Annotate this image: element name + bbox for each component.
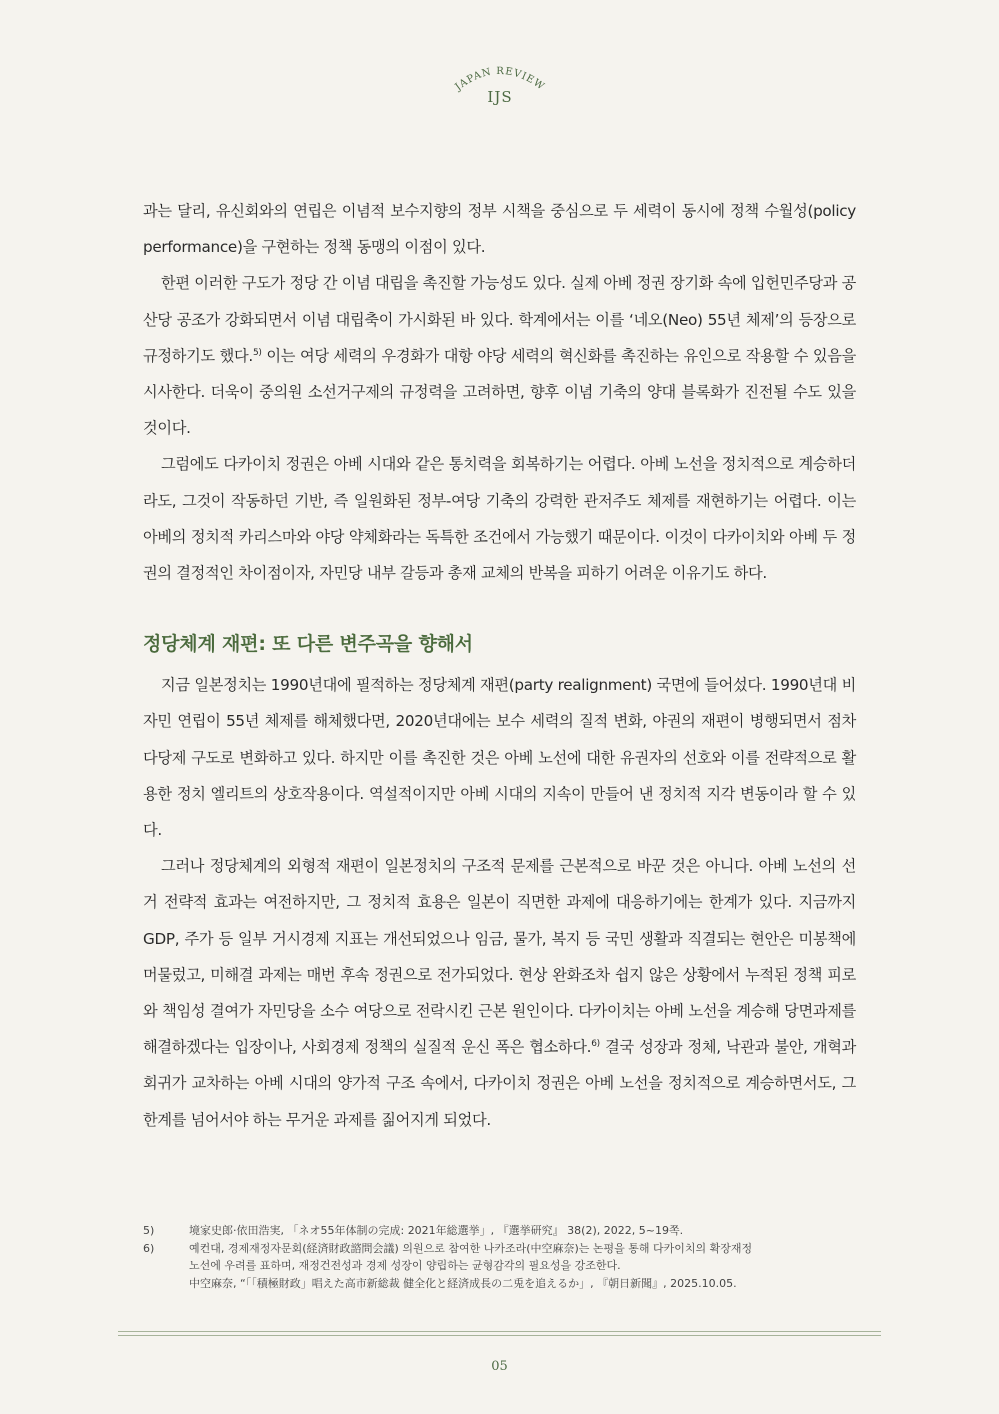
footnote-text (189, 1240, 873, 1293)
paragraph (143, 848, 856, 1138)
footer-rule-bottom (118, 1335, 881, 1336)
paragraph: 그럼에도 다카이치 정권은 아베 시대와 같은 통치력을 회복하기는 어렵다. 아베 노선을 정치적으로 계승하더라도, 그것이 작동하던 기반, 즉 일원화된 정부-여당 기축의 강력한 관저주도 체제를 재현하기는 어렵다. 이는 아베의 정치적 카리스마와 야당 약체화라는 독특한 조건에서 가능했기 때문이다. 이것이 다카이치와 아베 두 정권의 결정적인 차이점이자, 자민당 내부 갈등과 총재 교체의 반복을 피하기 어려운 이유기도 하다. (143, 455, 856, 583)
footnotes (143, 1222, 873, 1292)
paragraph-text: 그러나 정당체계의 외형적 재편이 일본정치의 구조적 문제를 근본적으로 바꾼 것은 아니다. 아베 노선의 선거 전략적 효과는 여전하지만, 그 정치적 효용은 일본이 직면한 과제에 대응하기에는 한계가 있다. 지금까지 GDP, 주가 등 일부 거시경제 지표는 개선되었으나 임금, 물가, 복지 등 국민 생활과 직결되는 현안은 미봉책에 머물렀고, 미해결 과제는 매번 후속 정권으로 전가되었다. 현상 완화조차 쉽지 않은 상황에서 누적된 정책 피로와 책임성 결여가 자민당을 소수 여당으로 전락시킨 근본 원인이다. 다카이치는 아베 노선을 계승해 당면과제를 해결하겠다는 입장이나, 사회경제 정책의 실질적 운신 폭은 협소하다. (143, 857, 856, 1057)
footnote-number: 5) (143, 1224, 155, 1237)
footnote-line: 境家史郎·依田浩実, 「ネオ55年体制の完成: 2021年総選挙」, 『選挙研究』 38(2), 2022, 5~19쪽. (189, 1224, 684, 1237)
footnote-line: 노선에 우려를 표하며, 재정건전성과 경제 성장이 양립하는 균형감각의 필요성을 강조한다. (189, 1259, 621, 1272)
footnote-line: 中空麻奈, “「「積極財政」唱えた高市新総裁 健全化と経済成長の二兎を追えるか」, 『朝日新聞』, 2025.10.05. (189, 1276, 737, 1290)
footnote-ref-5[interactable]: 5) (252, 347, 262, 358)
paragraph-text: 이는 여당 세력의 우경화가 대항 야당 세력의 혁신화를 촉진하는 유인으로 작용할 수 있음을 시사한다. 더욱이 중의원 소선거구제의 규정력을 고려하면, 향후 이념 기축의 양대 블록화가 진전될 수도 있을 것이다. (143, 346, 857, 438)
footnote-line: 예컨대, 경제재정자문회(経済財政諮問会議) 의원으로 참여한 나카조라(中空麻奈)는 논평을 통해 다카이치의 확장재정 (189, 1241, 753, 1255)
page-number: 05 (491, 1359, 508, 1374)
section-title: 정당체계 재편: 또 다른 변주곡을 향해서 (143, 633, 473, 656)
logo-ijs: IJS (487, 88, 513, 106)
paragraph (143, 265, 856, 446)
logo-arc-text: JAPAN REVIEW (453, 65, 547, 93)
article-body (143, 193, 856, 1138)
paragraph: 지금 일본정치는 1990년대에 필적하는 정당체계 재편(party realignment) 국면에 들어섰다. 1990년대 비자민 연립이 55년 체제를 해체했다면, 2020년대에는 보수 세력의 질적 변화, 야권의 재편이 병행되면서 점차 다당제 구도로 변화하고 있다. 하지만 이를 촉진한 것은 아베 노선에 대한 유권자의 선호와 이를 전략적으로 활용한 정치 엘리트의 상호작용이다. 역설적이지만 아베 시대의 지속이 만들어 낸 정치적 지각 변동이라 할 수 있다. (143, 676, 856, 840)
footnote-5 (143, 1222, 873, 1240)
footnote-text (189, 1222, 873, 1240)
footnote-number: 6) (143, 1241, 155, 1255)
footer-rule-top (118, 1331, 881, 1332)
paragraph-text: 결국 성장과 정체, 낙관과 불안, 개혁과 회귀가 교차하는 아베 시대의 양가적 구조 속에서, 다카이치 정권은 아베 노선을 정치적으로 계승하면서도, 그 한계를 넘어서야 하는 무거운 과제를 짊어지게 되었다. (143, 1038, 856, 1129)
footnote-6 (143, 1240, 873, 1293)
paragraph-text: 한편 이러한 구도가 정당 간 이념 대립을 촉진할 가능성도 있다. 실제 아베 정권 장기화 속에 입헌민주당과 공산당 공조가 강화되면서 이념 대립축이 가시화된 바 있다. 학계에서는 이를 ‘네오(Neo) 55년 체제’의 등장으로 규정하기도 했다. (143, 274, 856, 365)
footnote-ref-6[interactable]: 6) (591, 1039, 600, 1050)
paragraph: 과는 달리, 유신회와의 연립은 이념적 보수지향의 정부 시책을 중심으로 두 세력이 동시에 정책 수월성(policy performance)을 구현하는 정책 동맹의 이점이 있다. (143, 202, 856, 257)
journal-logo (440, 60, 560, 120)
